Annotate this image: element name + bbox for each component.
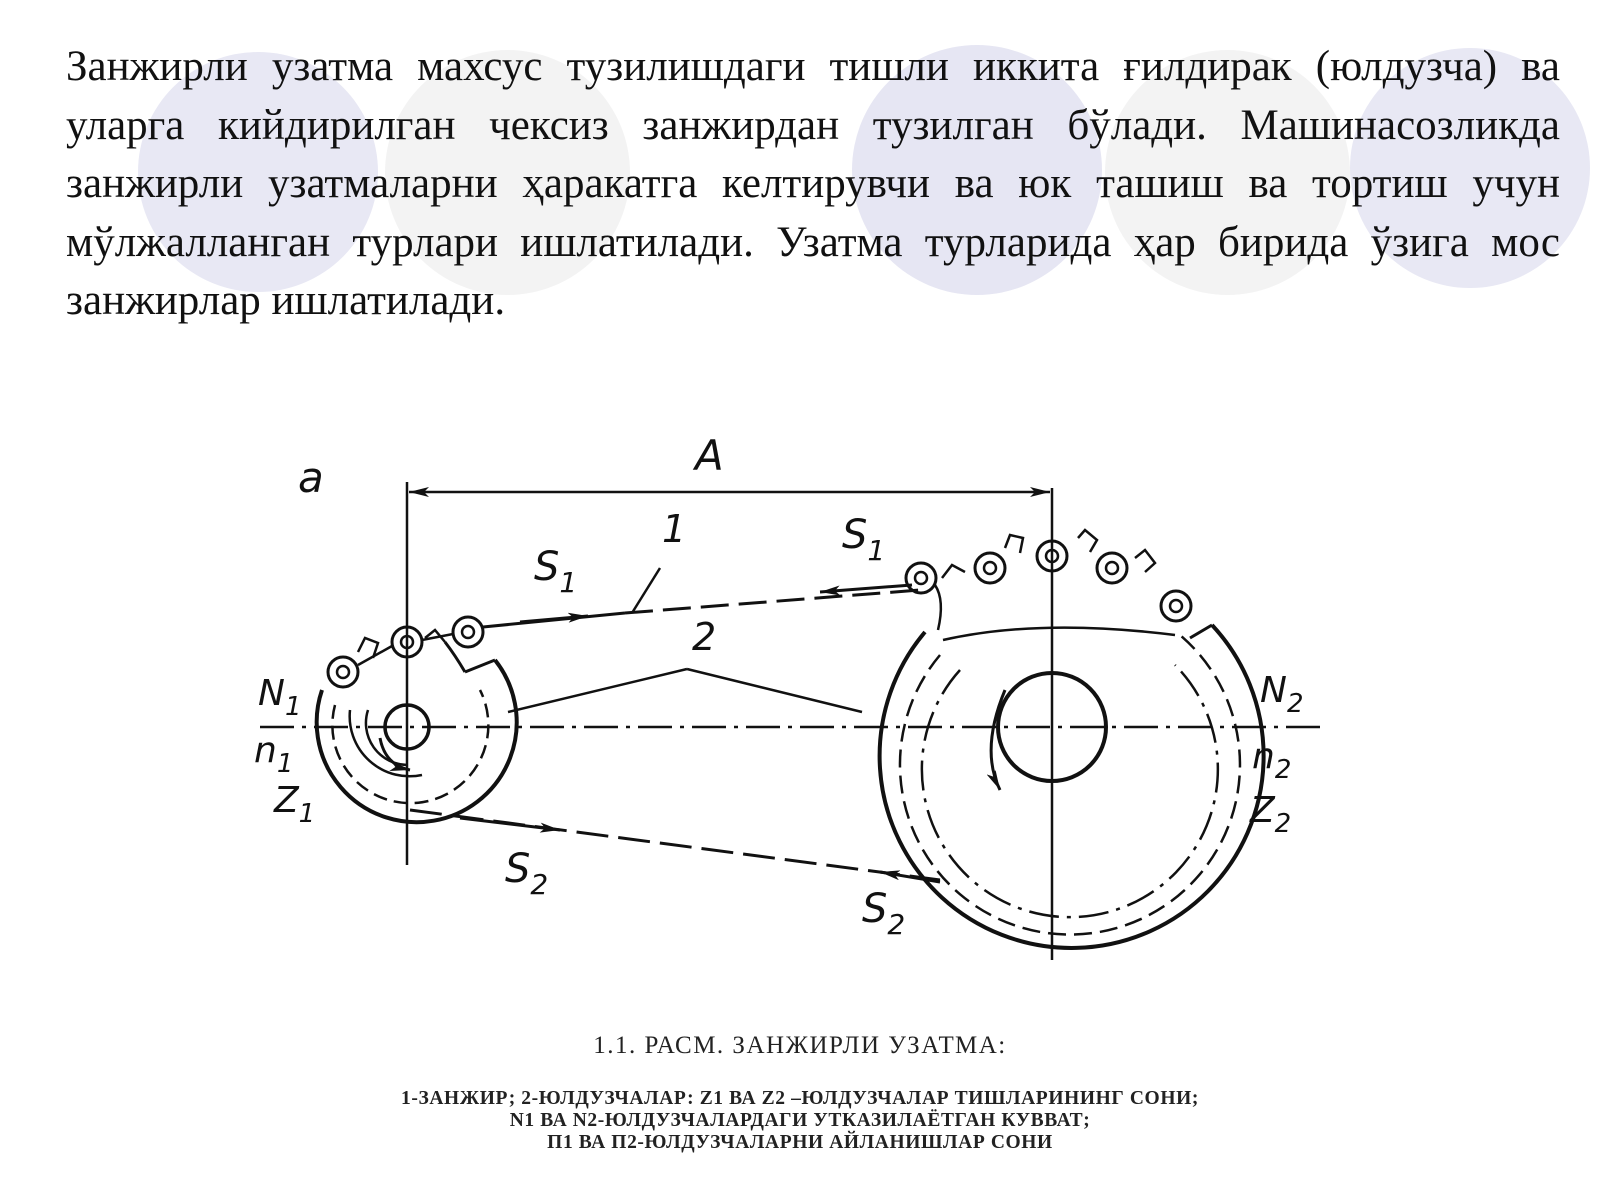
label-p2: $n_2$ <box>1252 736 1292 785</box>
leader-2a <box>508 669 687 712</box>
figure-caption-line-2: N1 ВА N2-ЮЛДУЗЧАЛАРДАГИ УТКАЗИЛАЁТГАН КУВВАТ; <box>509 1110 1091 1131</box>
body-paragraph: Занжирли узатма махсус тузилишдаги тишли иккита ғилдирак (юлдузча) ва уларга кийдирилган чексиз занжирдан тузилган бўлади. Машинасозликда занжирли узатмаларни ҳаракатга келтирувчи ва юк ташиш ва тортиш учун мўлжалланган турлари ишлатилади. Узатма турларида ҳар бирида ўзига мос занжирлар ишлатилади. <box>66 43 1560 324</box>
label-n1: $N_1$ <box>258 673 302 722</box>
leader-1 <box>632 568 660 613</box>
label-s1-left: $S_1$ <box>534 544 578 599</box>
leader-2b <box>687 669 862 712</box>
label-p1: $n_1$ <box>254 730 294 779</box>
label-A: A <box>695 431 724 480</box>
s2-left-arrow <box>460 818 560 830</box>
label-s2-left: $S_2$ <box>505 846 549 901</box>
label-a: a <box>298 453 324 502</box>
small-sprocket <box>317 617 517 822</box>
label-z1: $Z_1$ <box>274 780 316 829</box>
figure-caption-line-1: 1-ЗАНЖИР; 2-ЮЛДУЗЧАЛАР: Z1 ВА Z2 –ЮЛДУЗЧАЛАР ТИШЛАРИНИНГ СОНИ; <box>401 1088 1199 1109</box>
label-z2: $Z_2$ <box>1250 790 1292 839</box>
chain-drive-diagram <box>240 420 1360 1000</box>
upper-chain-strand-dashed <box>625 590 920 613</box>
s2-right-arrow <box>880 872 940 882</box>
label-2: 2 <box>692 615 717 659</box>
figure-caption-title: 1.1. РАСМ. ЗАНЖИРЛИ УЗАТМА: <box>593 1032 1007 1059</box>
large-sprocket <box>880 530 1264 948</box>
label-1: 1 <box>662 507 687 551</box>
label-s2-right: $S_2$ <box>862 886 906 941</box>
figure-caption-line-3: П1 ВА П2-ЮЛДУЗЧАЛАРНИ АЙЛАНИШЛАР СОНИ <box>547 1132 1053 1153</box>
label-s1-right: $S_1$ <box>842 512 886 567</box>
label-n2: $N_2$ <box>1260 670 1304 719</box>
